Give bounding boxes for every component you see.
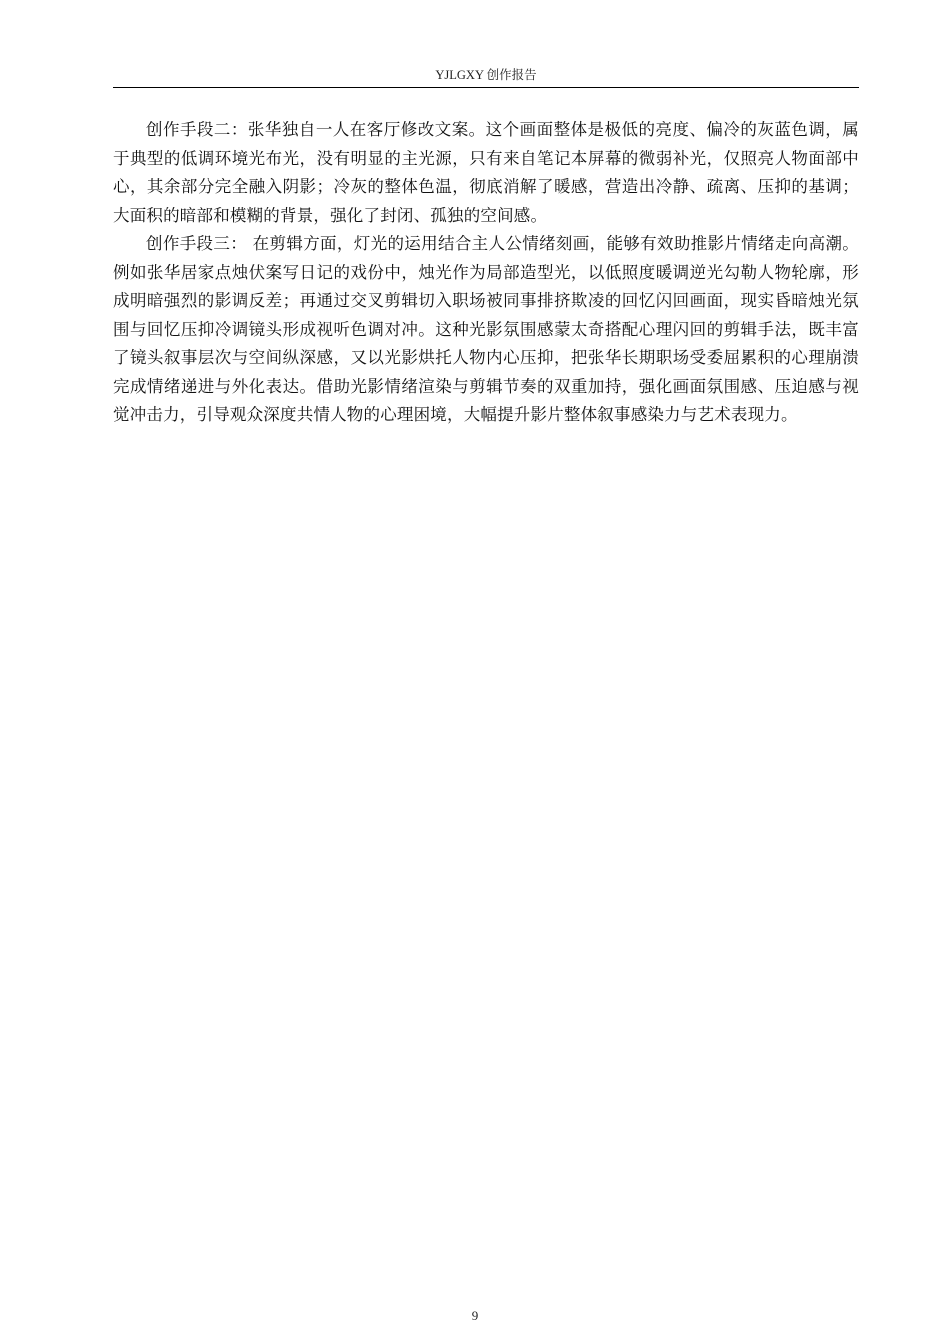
body-text (113, 116, 859, 430)
header-divider (113, 87, 859, 88)
paragraph-technique-three: 创作手段三： 在剪辑方面，灯光的运用结合主人公情绪刻画，能够有效助推影片情绪走向高潮。例如张华居家点烛伏案写日记的戏份中，烛光作为局部造型光，以低照度暖调逆光勾勒人物轮廓，形成明暗强烈的影调反差；再通过交叉剪辑切入职场被同事排挤欺凌的回忆闪回画面，现实昏暗烛光氛围与回忆压抑冷调镜头形成视听色调对冲。这种光影氛围感蒙太奇搭配心理闪回的剪辑手法，既丰富了镜头叙事层次与空间纵深感，又以光影烘托人物内心压抑，把张华长期职场受委屈累积的心理崩溃完成情绪递进与外化表达。借助光影情绪渲染与剪辑节奏的双重加持，强化画面氛围感、压迫感与视觉冲击力，引导观众深度共情人物的心理困境，大幅提升影片整体叙事感染力与艺术表现力。 (113, 234, 859, 424)
paragraph-technique-two: 创作手段二：张华独自一人在客厅修改文案。这个画面整体是极低的亮度、偏冷的灰蓝色调，属于典型的低调环境光布光，没有明显的主光源，只有来自笔记本屏幕的微弱补光，仅照亮人物面部中心，其余部分完全融入阴影；冷灰的整体色温，彻底消解了暖感，营造出冷静、疏离、压抑的基调；大面积的暗部和模糊的背景，强化了封闭、孤独的空间感。 (113, 120, 859, 225)
page-number: 9 (471, 1308, 479, 1323)
page-header: YJLGXY 创作报告 (435, 68, 537, 82)
